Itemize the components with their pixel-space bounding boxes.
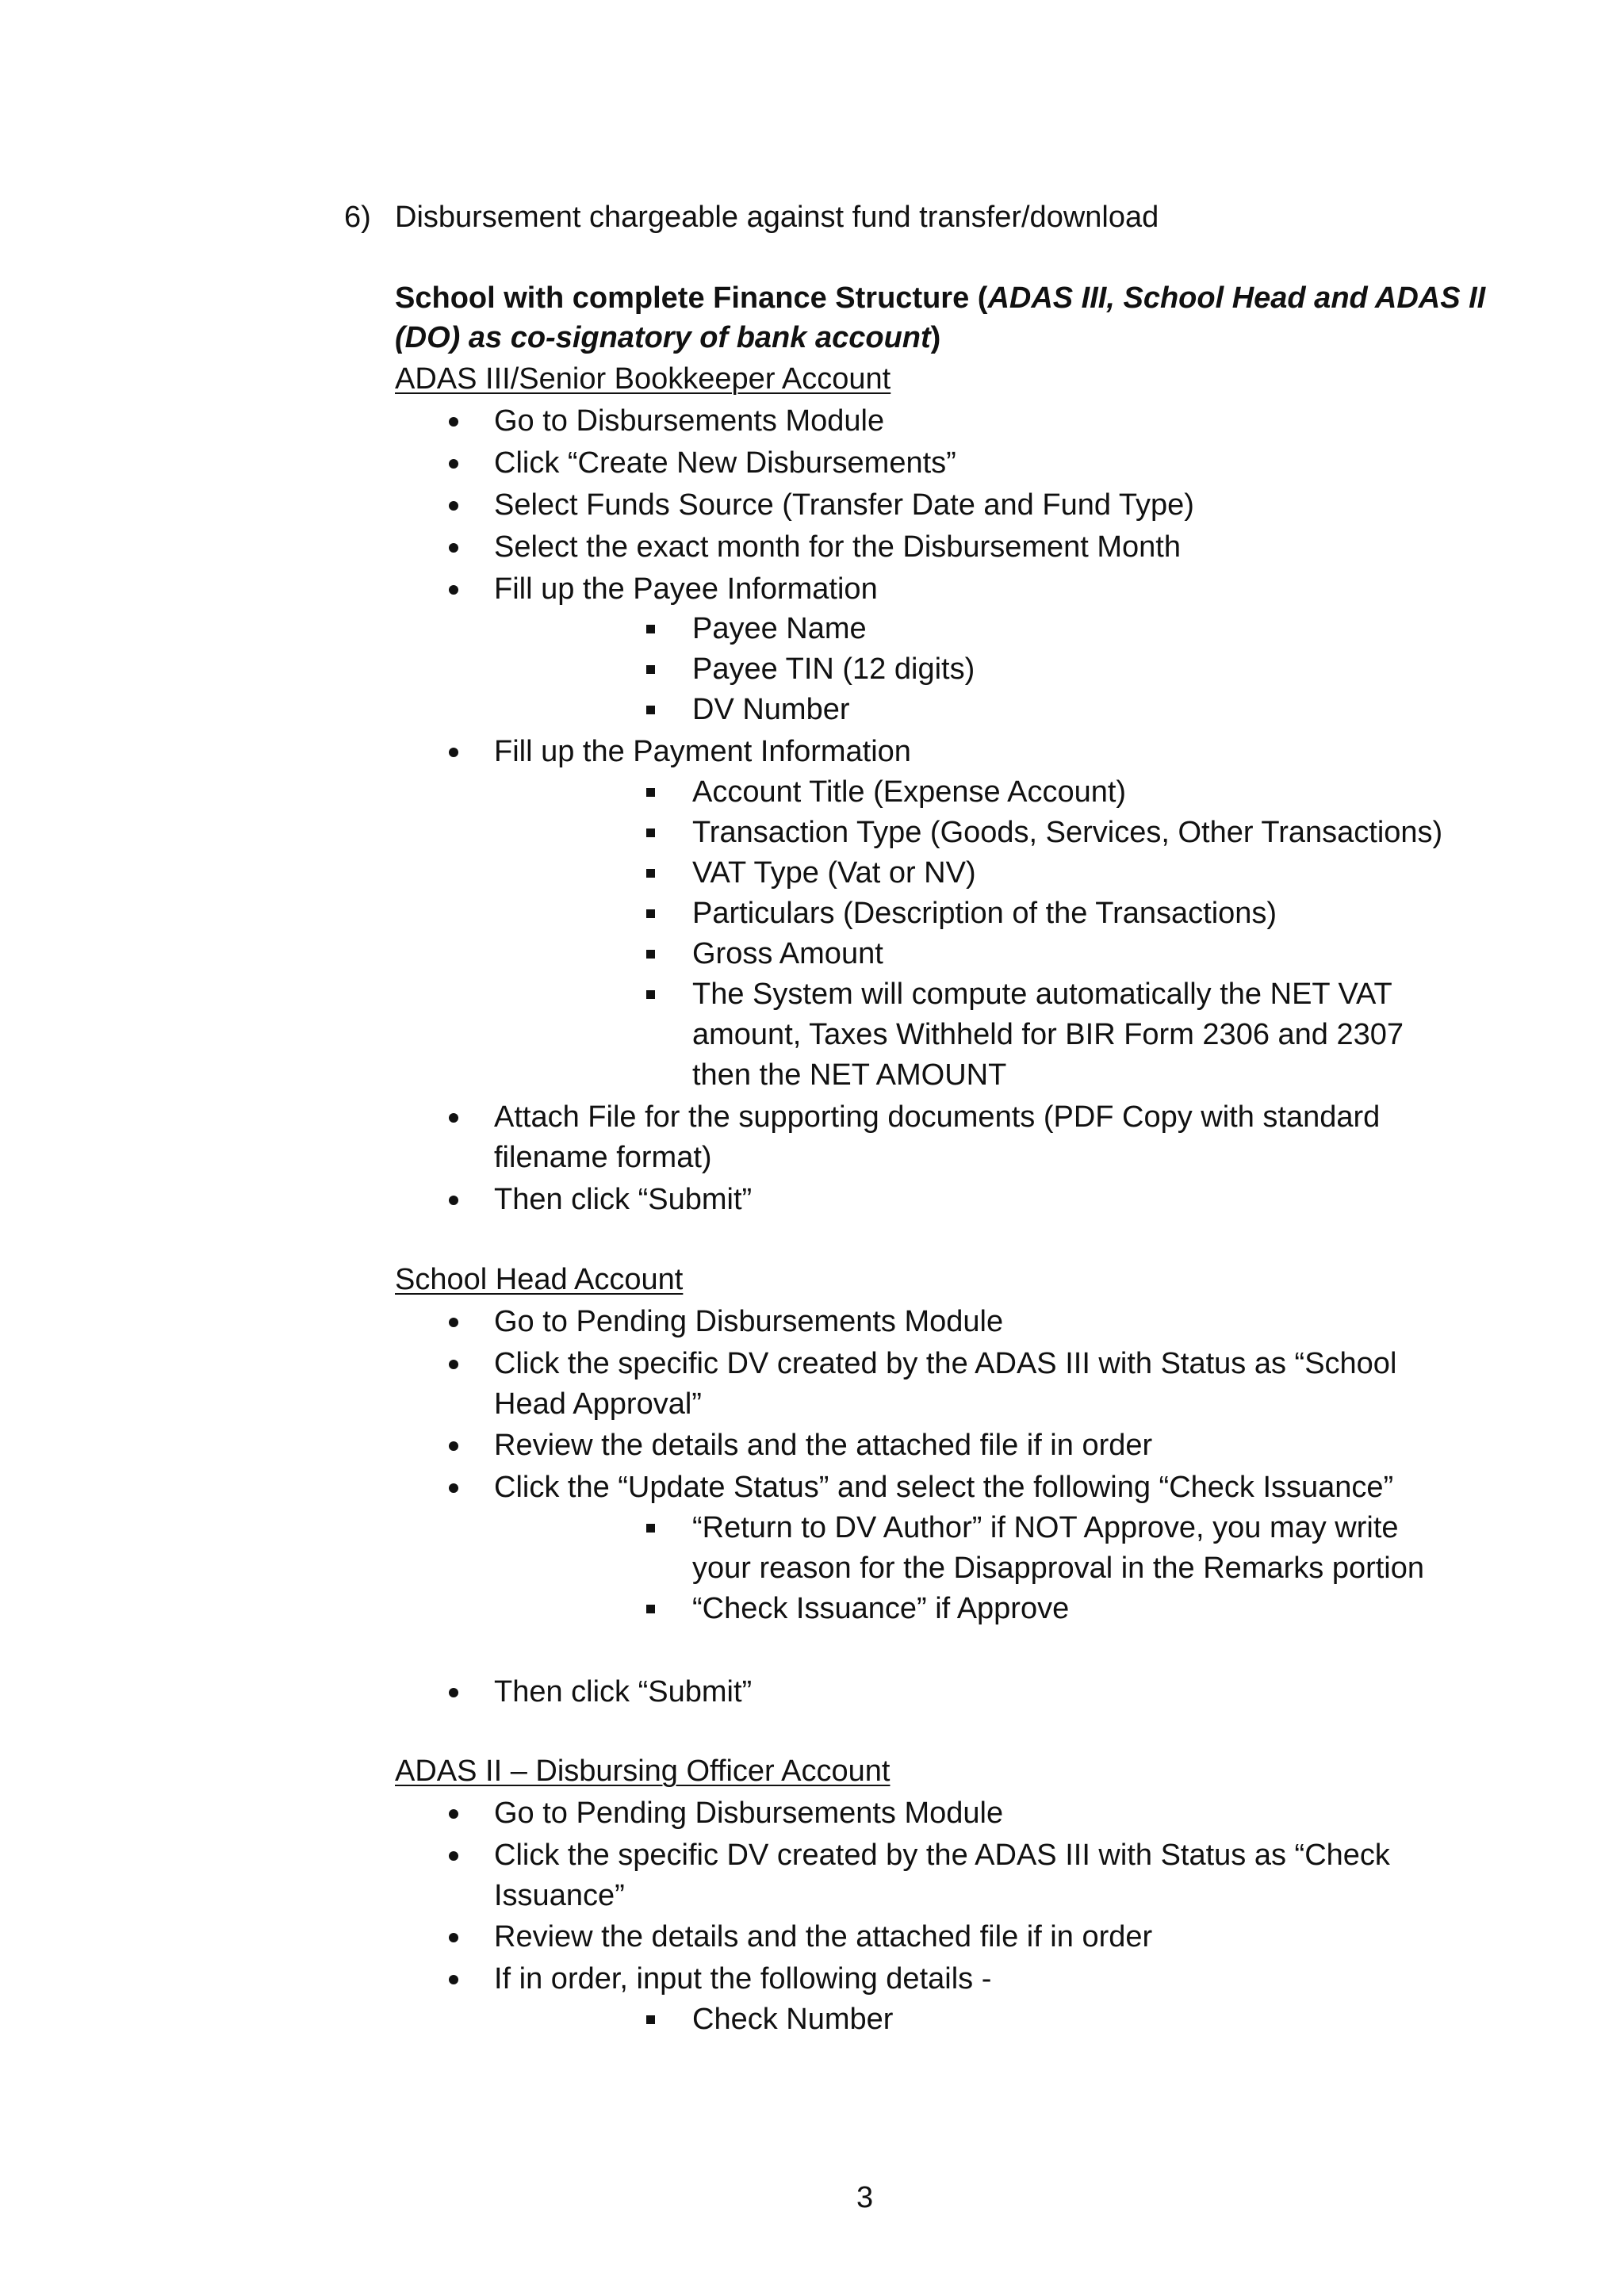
list-item: Review the details and the attached file if in order [494,1429,1153,1462]
sub-list-item: Payee Name [692,612,867,645]
bullet-icon [449,748,458,757]
list-item: Click “Create New Disbursements” [494,446,956,480]
list-item-line: Issuance” [494,1879,625,1912]
heading-close-paren: ) [930,321,941,354]
sub-list-item-line: your reason for the Disapproval in the Remarks portion [692,1552,1425,1585]
sub-list-item: Transaction Type (Goods, Services, Other Transactions) [692,816,1443,849]
list-item: Fill up the Payee Information [494,572,878,606]
bullet-icon [449,1113,458,1123]
sub-list-item: Payee TIN (12 digits) [692,652,975,686]
finance-structure-heading-line1 [395,277,1485,319]
list-item: Then click “Submit” [494,1183,753,1216]
list-item: Click the “Update Status” and select the following “Check Issuance” [494,1471,1394,1504]
bullet-icon [449,1360,458,1369]
bullet-icon [449,1441,458,1451]
finance-structure-heading-line2 [395,317,940,358]
sub-list-item-line: The System will compute automatically the NET VAT [692,978,1392,1011]
square-bullet-icon [646,1524,655,1533]
sub-list-item: DV Number [692,693,850,726]
sub-list-item: “Check Issuance” if Approve [692,1592,1070,1625]
list-item: Select Funds Source (Transfer Date and Fund Type) [494,488,1194,522]
list-item: Go to Disbursements Module [494,404,885,438]
school-head-account-title: School Head Account [395,1263,684,1296]
list-item: Go to Pending Disbursements Module [494,1305,1004,1338]
list-item: Review the details and the attached file if in order [494,1920,1153,1954]
bullet-icon [449,1196,458,1205]
list-item-line: Attach File for the supporting documents (PDF Copy with standard [494,1100,1381,1134]
list-item: Fill up the Payment Information [494,735,911,768]
bullet-icon [449,543,458,553]
sub-list-item: Gross Amount [692,937,883,970]
sub-list-item: VAT Type (Vat or NV) [692,856,976,890]
adas3-account-title: ADAS III/Senior Bookkeeper Account [395,362,891,396]
sub-list-item-line: “Return to DV Author” if NOT Approve, you may write [692,1511,1399,1544]
section-number: 6) [344,201,371,234]
page-number: 3 [856,2181,874,2214]
bullet-icon [449,459,458,469]
list-item: Go to Pending Disbursements Module [494,1797,1004,1830]
list-item: If in order, input the following details - [494,1962,992,1996]
adas2-account-title: ADAS II – Disbursing Officer Account [395,1755,891,1788]
square-bullet-icon [646,909,655,918]
list-item-line: Head Approval” [494,1387,702,1421]
sub-list-item-line: amount, Taxes Withheld for BIR Form 2306 and 2307 [692,1018,1404,1051]
heading-italic-text: ADAS III, School Head and ADAS II [987,281,1486,315]
bullet-icon [449,1688,458,1697]
bullet-icon [449,1975,458,1984]
sub-list-item: Check Number [692,2003,894,2036]
sub-list-item: Particulars (Description of the Transactions) [692,897,1277,930]
bullet-icon [449,417,458,427]
heading-bold-text: School with complete Finance Structure ( [395,281,988,315]
square-bullet-icon [646,665,655,674]
bullet-icon [449,1933,458,1942]
square-bullet-icon [646,2015,655,2024]
sub-list-item: Account Title (Expense Account) [692,775,1127,809]
list-item: Then click “Submit” [494,1675,753,1709]
bullet-icon [449,1809,458,1819]
square-bullet-icon [646,869,655,878]
sub-list-item-line: then the NET AMOUNT [692,1058,1007,1092]
bullet-icon [449,1318,458,1327]
bullet-icon [449,1483,458,1493]
square-bullet-icon [646,990,655,999]
list-item-line: filename format) [494,1141,712,1174]
bullet-icon [449,501,458,511]
square-bullet-icon [646,1605,655,1613]
bullet-icon [449,585,458,595]
heading-italic-text-2: (DO) as co-signatory of bank account [395,321,931,354]
square-bullet-icon [646,788,655,797]
square-bullet-icon [646,828,655,837]
list-item-line: Click the specific DV created by the ADAS III with Status as “School [494,1347,1397,1380]
section-title: Disbursement chargeable against fund transfer/download [395,201,1159,234]
list-item-line: Click the specific DV created by the ADAS III with Status as “Check [494,1839,1390,1872]
bullet-icon [449,1851,458,1861]
list-item: Select the exact month for the Disbursement Month [494,530,1181,564]
square-bullet-icon [646,950,655,959]
square-bullet-icon [646,625,655,633]
square-bullet-icon [646,706,655,714]
